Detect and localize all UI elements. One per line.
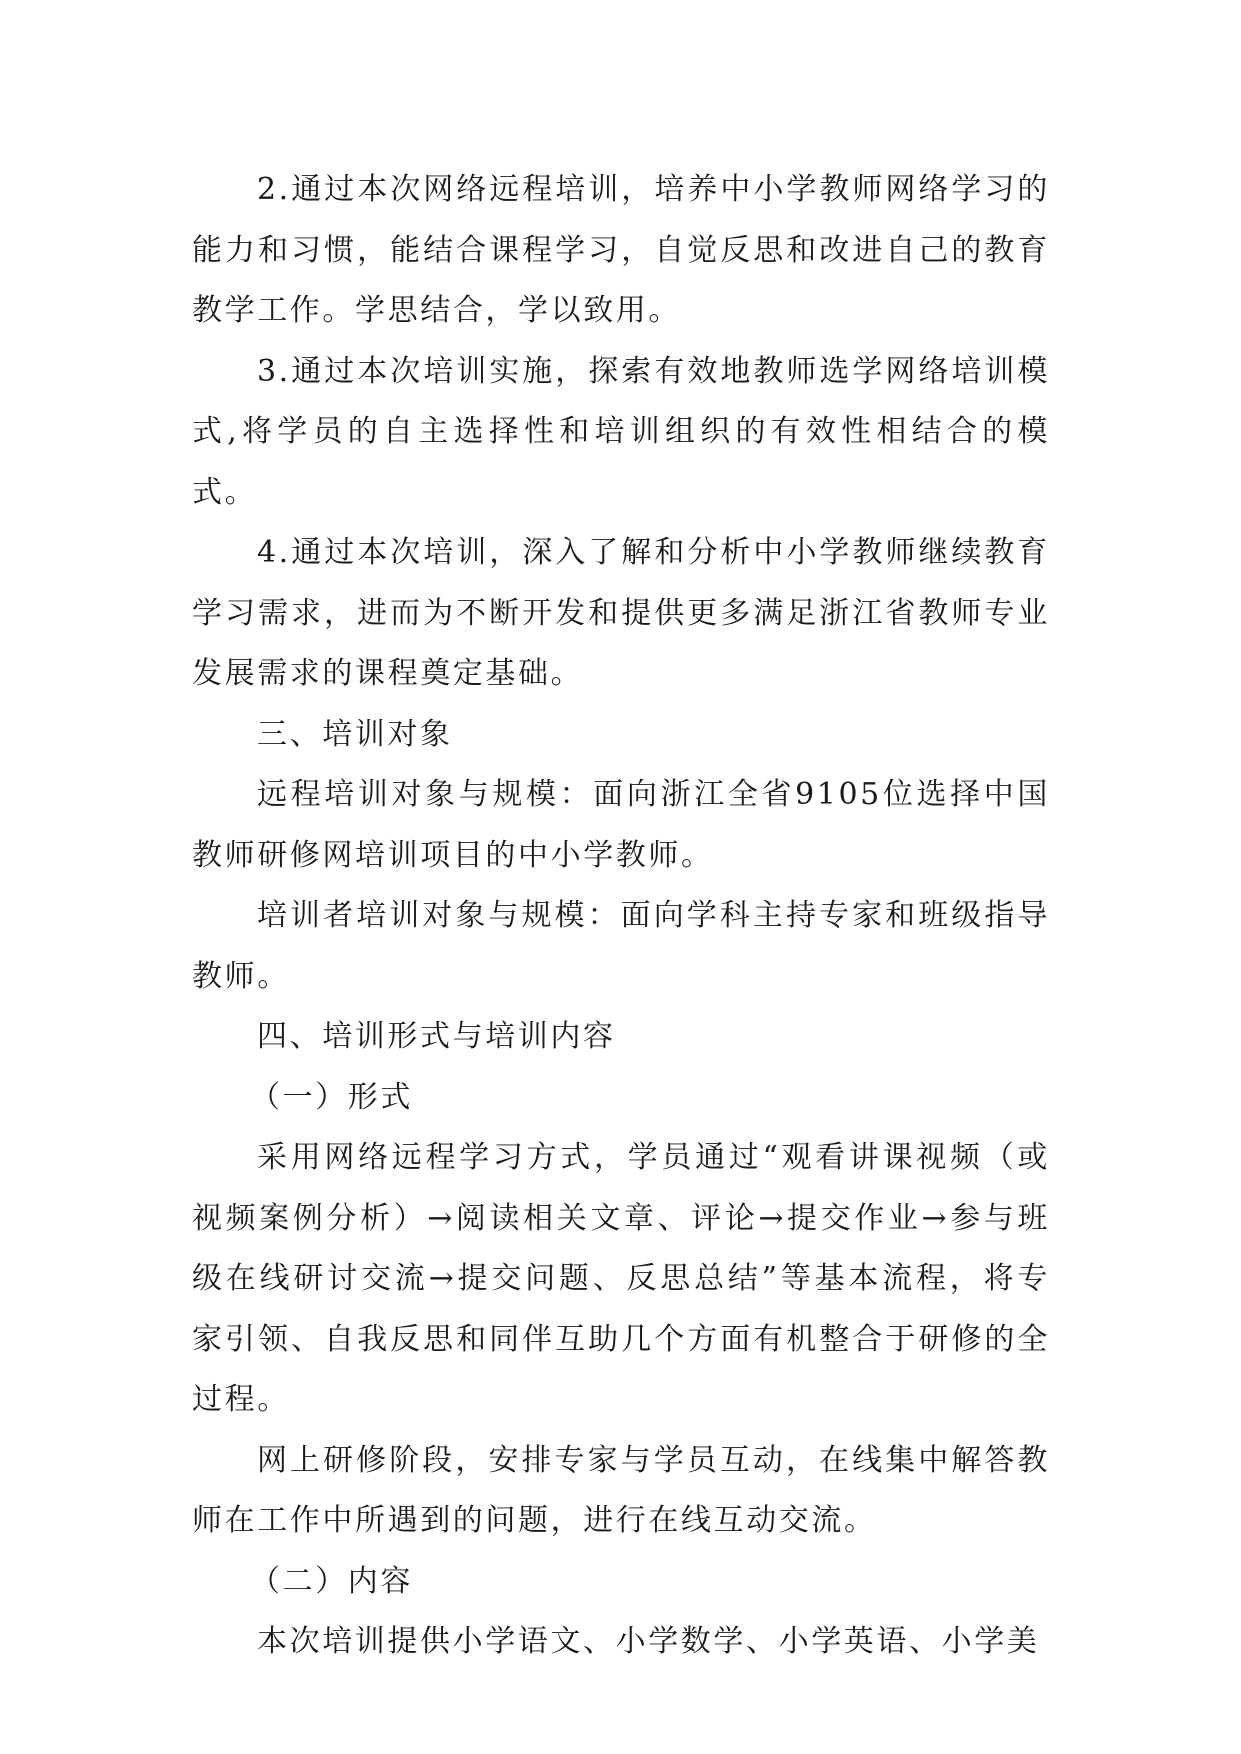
paragraph-objective-4: 4.通过本次培训，深入了解和分析中小学教师继续教育学习需求，进而为不断开发和提供更多满足浙江省教师专业发展需求的课程奠定基础。 bbox=[192, 535, 1050, 691]
subheading-content: （二）内容 bbox=[250, 1563, 413, 1599]
paragraph-course-offerings: 本次培训提供小学语文、小学数学、小学英语、小学美 bbox=[257, 1624, 1040, 1659]
paragraph-learning-method: 采用网络远程学习方式，学员通过“观看讲课视频（或视频案例分析）→阅读相关文章、评论→提交作业→参与班级在线研讨交流→提交问题、反思总结”等基本流程，将专家引领、自我反思和同伴互助几个方面有机整合于研修的全过程。 bbox=[192, 1140, 1050, 1417]
paragraph-online-study-stage: 网上研修阶段，安排专家与学员互动，在线集中解答教师在工作中所遇到的问题，进行在线互动交流。 bbox=[192, 1442, 1050, 1538]
section-heading-form-and-content: 四、培训形式与培训内容 bbox=[257, 1019, 616, 1054]
subheading-form: （一）形式 bbox=[250, 1079, 413, 1115]
paragraph-objective-2: 2.通过本次网络远程培训，培养中小学教师网络学习的能力和习惯，能结合课程学习，自觉反思和改进自己的教育教学工作。学思结合，学以致用。 bbox=[192, 172, 1050, 328]
section-heading-training-targets: 三、培训对象 bbox=[257, 716, 453, 752]
document-body bbox=[192, 160, 1050, 1673]
paragraph-objective-3: 3.通过本次培训实施，探索有效地教师选学网络培训模式,将学员的自主选择性和培训组织的有效性相结合的模式。 bbox=[192, 353, 1050, 510]
paragraph-trainer-training-targets: 培训者培训对象与规模：面向学科主持专家和班级指导教师。 bbox=[192, 898, 1050, 994]
paragraph-remote-training-targets: 远程培训对象与规模：面向浙江全省9105位选择中国教师研修网培训项目的中小学教师。 bbox=[192, 777, 1050, 873]
